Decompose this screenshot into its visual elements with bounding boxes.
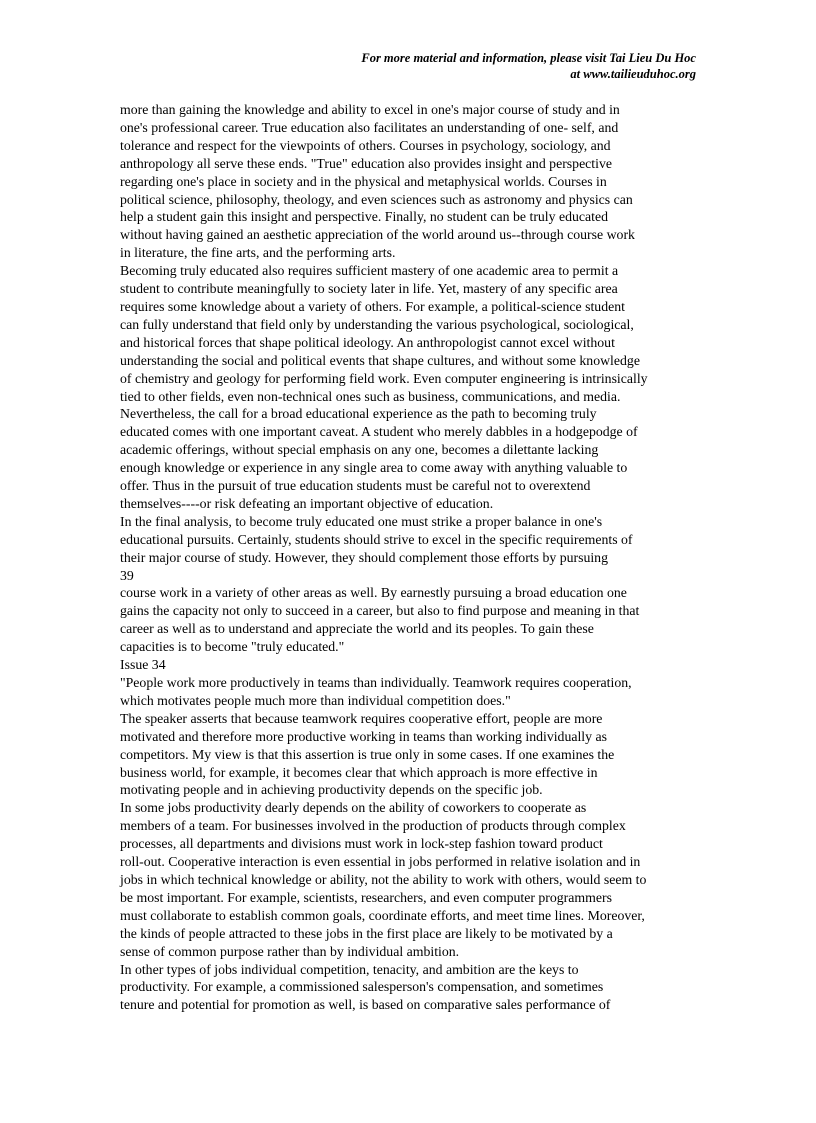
text-line: educational pursuits. Certainly, students should strive to excel in the specific requirements of <box>120 531 633 547</box>
text-line: enough knowledge or experience in any single area to come away with anything valuable to <box>120 460 628 476</box>
text-line: can fully understand that field only by understanding the various psychological, sociological, <box>120 316 634 332</box>
text-line: tied to other fields, even non-technical ones such as business, communications, and media. <box>120 388 621 404</box>
text-line: be most important. For example, scientists, researchers, and even computer programmers <box>120 889 612 905</box>
text-line: Issue 34 <box>120 657 166 673</box>
text-line: must collaborate to establish common goals, coordinate efforts, and meet time lines. Moreover, <box>120 907 645 923</box>
text-line: political science, philosophy, theology, and even sciences such as astronomy and physics can <box>120 191 633 207</box>
text-line: tolerance and respect for the viewpoints of others. Courses in psychology, sociology, and <box>120 137 611 153</box>
text-line: in literature, the fine arts, and the performing arts. <box>120 245 396 261</box>
text-line: "People work more productively in teams than individually. Teamwork requires cooperation, <box>120 675 632 690</box>
text-line: motivating people and in achieving productivity depends on the specific job. <box>120 782 543 798</box>
text-line: academic offerings, without special emphasis on any one, becomes a dilettante lacking <box>120 442 599 458</box>
text-line: processes, all departments and divisions must work in lock-step fashion toward product <box>120 836 603 852</box>
text-line: more than gaining the knowledge and ability to excel in one's major course of study and in <box>120 102 620 117</box>
text-line: 39 <box>120 567 134 583</box>
text-line: members of a team. For businesses involved in the production of products through complex <box>120 818 626 834</box>
text-line: motivated and therefore more productive working in teams than working individually as <box>120 728 607 744</box>
text-line: help a student gain this insight and perspective. Finally, no student can be truly educated <box>120 209 609 225</box>
text-line: productivity. For example, a commissioned salesperson's compensation, and sometimes <box>120 979 604 995</box>
text-line: course work in a variety of other areas as well. By earnestly pursuing a broad education one <box>120 585 627 601</box>
text-line: student to contribute meaningfully to society later in life. Yet, mastery of any specific area <box>120 281 618 297</box>
text-line: competitors. My view is that this assertion is true only in some cases. If one examines the <box>120 746 615 762</box>
text-line: roll-out. Cooperative interaction is even essential in jobs performed in relative isolation and in <box>120 854 641 870</box>
text-line: In some jobs productivity dearly depends on the ability of coworkers to cooperate as <box>120 800 587 816</box>
text-line: of chemistry and geology for performing field work. Even computer engineering is intrinsically <box>120 370 648 386</box>
document-body <box>120 101 686 1014</box>
text-line: offer. Thus in the pursuit of true education students must be careful not to overextend <box>120 478 591 494</box>
text-line: sense of common purpose rather than by individual ambition. <box>120 943 460 959</box>
text-line: jobs in which technical knowledge or ability, not the ability to work with others, would seem to <box>120 871 647 887</box>
page-header <box>361 50 696 82</box>
text-line: without having gained an aesthetic appreciation of the world around us--through course work <box>120 227 635 243</box>
text-line: anthropology all serve these ends. "True" education also provides insight and perspective <box>120 155 612 171</box>
header-line-1: For more material and information, please visit Tai Lieu Du Hoc <box>361 51 696 65</box>
text-line: In the final analysis, to become truly educated one must strike a proper balance in one's <box>120 513 603 529</box>
text-line: Nevertheless, the call for a broad educational experience as the path to becoming truly <box>120 406 597 422</box>
text-line: The speaker asserts that because teamwork requires cooperative effort, people are more <box>120 710 603 726</box>
text-line: educated comes with one important caveat. A student who merely dabbles in a hodgepodge of <box>120 424 638 440</box>
text-line: understanding the social and political events that shape cultures, and without some knowledge <box>120 352 640 368</box>
text-line: tenure and potential for promotion as well, is based on comparative sales performance of <box>120 997 611 1013</box>
text-line: business world, for example, it becomes clear that which approach is more effective in <box>120 764 598 780</box>
text-line: which motivates people much more than individual competition does." <box>120 692 511 708</box>
text-line: career as well as to understand and appreciate the world and its peoples. To gain these <box>120 621 594 637</box>
text-line: capacities is to become "truly educated." <box>120 639 345 655</box>
text-line: and historical forces that shape political ideology. An anthropologist cannot excel without <box>120 334 615 350</box>
text-line: Becoming truly educated also requires sufficient mastery of one academic area to permit a <box>120 263 619 279</box>
header-line-2: at www.tailieuduhoc.org <box>570 67 696 81</box>
text-line: the kinds of people attracted to these jobs in the first place are likely to be motivated by a <box>120 925 613 941</box>
text-line: regarding one's place in society and in the physical and metaphysical worlds. Courses in <box>120 173 607 189</box>
text-line: gains the capacity not only to succeed in a career, but also to find purpose and meaning in that <box>120 603 640 619</box>
text-line: requires some knowledge about a variety of others. For example, a political-science student <box>120 298 625 314</box>
text-line: themselves----or risk defeating an important objective of education. <box>120 495 494 511</box>
text-line: one's professional career. True education also facilitates an understanding of one- self, and <box>120 119 619 135</box>
text-line: their major course of study. However, they should complement those efforts by pursuing <box>120 549 608 565</box>
text-line: In other types of jobs individual competition, tenacity, and ambition are the keys to <box>120 961 579 977</box>
